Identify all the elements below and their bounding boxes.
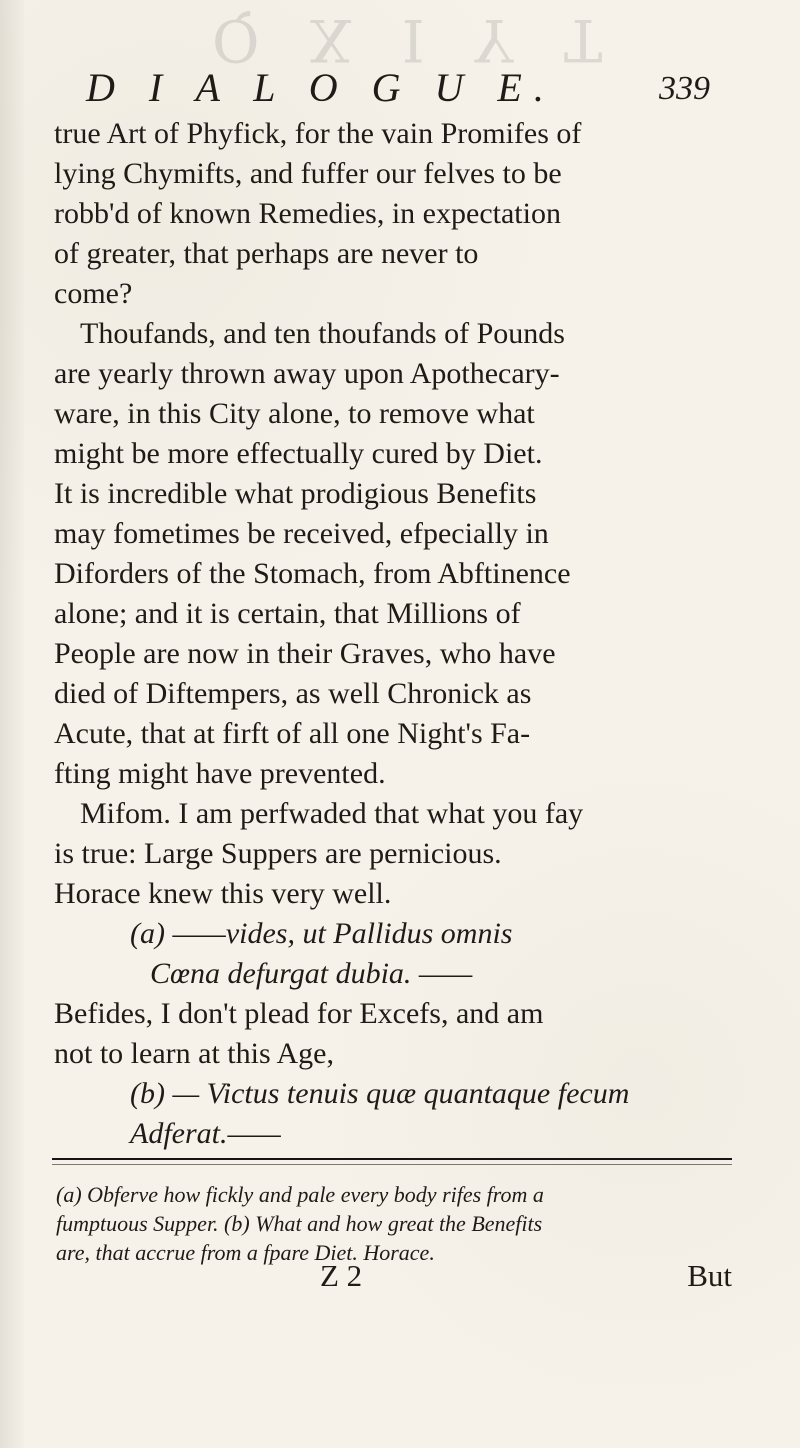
- body-line: is true: Large Suppers are pernicious.: [54, 837, 502, 870]
- speaker-line: Mifom. I am perfwaded that what you fay: [80, 797, 584, 830]
- body-line: fting might have prevented.: [54, 757, 386, 790]
- quotation-line: Adferat.——: [130, 1117, 281, 1150]
- body-line: are yearly thrown away upon Apothecary-: [54, 357, 560, 390]
- quotation-line: (b) — Victus tenuis quæ quantaque fecum: [130, 1077, 630, 1110]
- bottom-line: [320, 1260, 732, 1300]
- body-line: People are now in their Graves, who have: [54, 637, 556, 670]
- body-line: ware, in this City alone, to remove what: [54, 397, 535, 430]
- signature-mark: Z 2: [320, 1258, 363, 1293]
- body-line: not to learn at this Age,: [54, 1037, 334, 1070]
- body-line: Thoufands, and ten thoufands of Pounds: [80, 317, 565, 350]
- body-line: robb'd of known Remedies, in expectation: [54, 197, 561, 230]
- page-number: 339: [659, 70, 710, 107]
- body-line: might be more effectually cured by Diet.: [54, 437, 543, 470]
- bleed-through-text: Q X I Y T: [212, 6, 619, 74]
- footnote-line: fumptuous Supper. (b) What and how great the Benefits: [56, 1211, 543, 1236]
- body-line: true Art of Phyfick, for the vain Promifes of: [54, 117, 582, 150]
- body-line: Befides, I don't plead for Excefs, and am: [54, 997, 544, 1030]
- body-line: Acute, that at firft of all one Night's Fa-: [54, 717, 531, 750]
- footnote-rule-secondary: [52, 1164, 732, 1165]
- catchword: But: [687, 1258, 732, 1293]
- body-line: Diforders of the Stomach, from Abftinence: [54, 557, 571, 590]
- body-line: come?: [54, 277, 133, 310]
- footnote-line: (a) Obferve how fickly and pale every body rifes from a: [56, 1182, 544, 1207]
- body-line: lying Chymifts, and fuffer our felves to be: [54, 157, 562, 190]
- footnote-line: are, that accrue from a fpare Diet. Horace.: [56, 1240, 435, 1265]
- body-line: Horace knew this very well.: [54, 877, 392, 910]
- body-line: alone; and it is certain, that Millions of: [54, 597, 521, 630]
- footnote-rule: [52, 1158, 732, 1160]
- body-line: died of Diftempers, as well Chronick as: [54, 677, 532, 710]
- quotation-line: (a) ——vides, ut Pallidus omnis: [130, 917, 513, 950]
- body-line: of greater, that perhaps are never to: [54, 237, 479, 270]
- running-title: D I A L O G U E.: [86, 65, 556, 110]
- page-edge-shadow: [0, 0, 24, 1448]
- body-line: It is incredible what prodigious Benefits: [54, 477, 537, 510]
- running-head: [86, 65, 710, 120]
- quotation-line: Cœna defurgat dubia. ——: [150, 957, 473, 990]
- body-line: may fometimes be received, efpecially in: [54, 517, 549, 550]
- body-text: [54, 114, 729, 1154]
- footnotes: [56, 1180, 736, 1267]
